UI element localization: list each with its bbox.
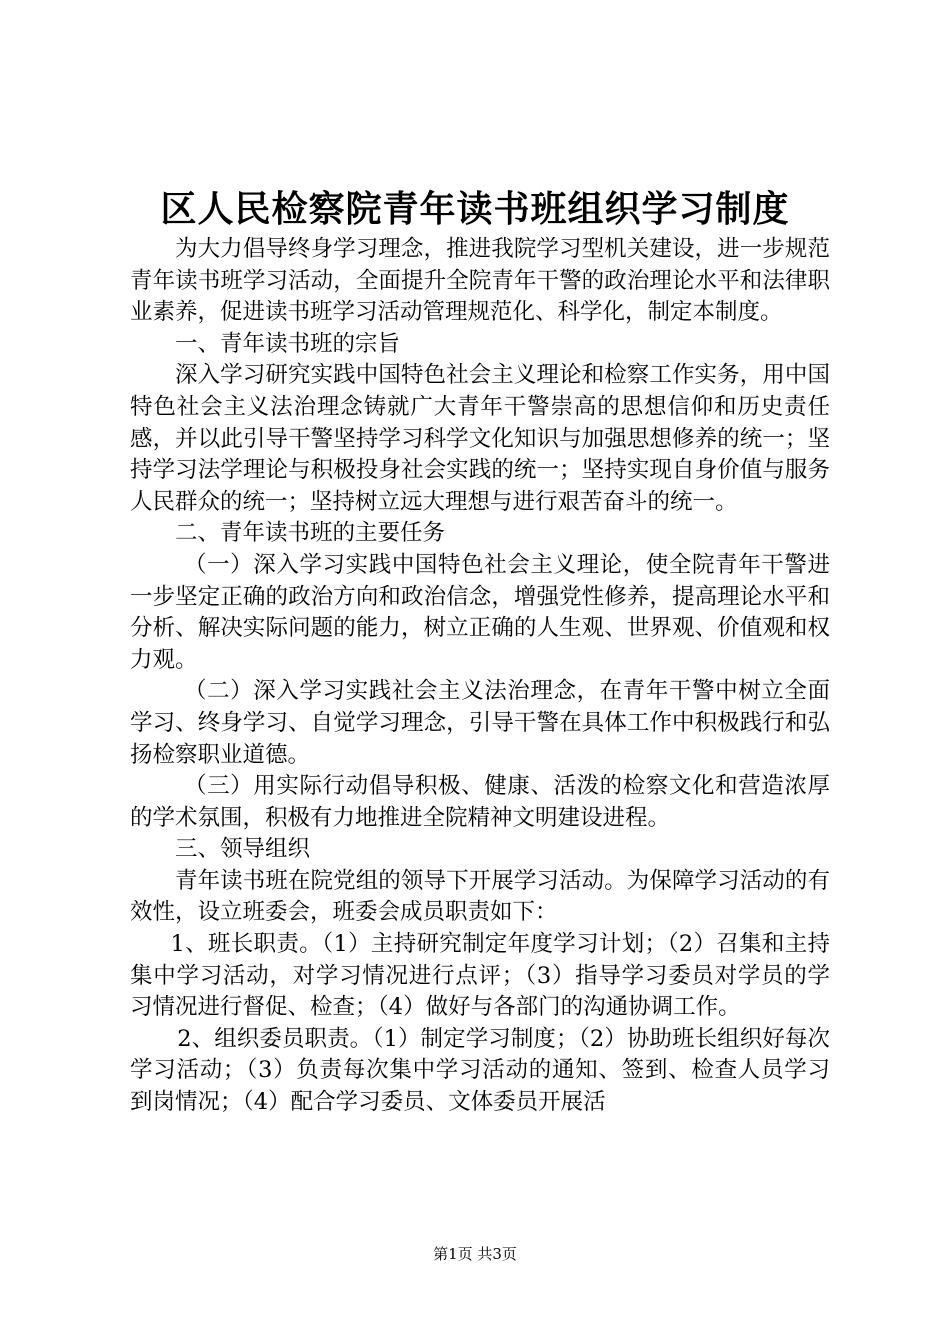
document-body — [130, 234, 830, 1119]
purpose-paragraph: 深入学习研究实践中国特色社会主义理论和检察工作实务，用中国特色社会主义法治理念铸就广大青年干警崇高的思想信仰和历史责任感，并以此引导干警坚持学习科学文化知识与加强思想修养的统一；坚持学习法学理论与积极投身社会实践的统一；坚持实现自身价值与服务人民群众的统一；坚持树立远大理想与进行艰苦奋斗的统一。 — [130, 362, 830, 515]
task-item-2: （二）深入学习实践社会主义法治理念，在青年干警中树立全面学习、终身学习、自觉学习理念，引导干警在具体工作中积极践行和弘扬检察职业道德。 — [130, 678, 830, 768]
section-heading-leadership: 三、领导组织 — [175, 836, 311, 863]
section-heading-purpose: 一、青年读书班的宗旨 — [175, 330, 401, 357]
document-title: 区人民检察院青年读书班组织学习制度 — [160, 188, 790, 230]
duty-item-organizer: 2、组织委员职责。（1）制定学习制度；（2）协助班长组织好每次学习活动；（3）负责每次集中学习活动的通知、签到、检查人员学习到岗情况；（4）配合学习委员、文体委员开展活 — [130, 1025, 830, 1116]
page-footer: 第1页 共3页 — [433, 1245, 517, 1263]
section-heading-tasks: 二、青年读书班的主要任务 — [175, 520, 446, 547]
task-item-3: （三）用实际行动倡导积极、健康、活泼的检察文化和营造浓厚的学术氛围，积极有力地推进全院精神文明建设进程。 — [130, 773, 830, 831]
intro-paragraph: 为大力倡导终身学习理念，推进我院学习型机关建设，进一步规范青年读书班学习活动，全面提升全院青年干警的政治理论水平和法律职业素养，促进读书班学习活动管理规范化、科学化，制定本制度。 — [130, 236, 830, 326]
leadership-paragraph: 青年读书班在院党组的领导下开展学习活动。为保障学习活动的有效性，设立班委会，班委会成员职责如下： — [130, 867, 830, 926]
task-item-1: （一）深入学习实践中国特色社会主义理论，使全院青年干警进一步坚定正确的政治方向和政治信念，增强党性修养，提高理论水平和分析、解决实际问题的能力，树立正确的人生观、世界观、价值观和权力观。 — [130, 551, 830, 673]
duty-item-monitor: 1、班长职责。（1）主持研究制定年度学习计划；（2）召集和主持集中学习活动，对学习情况进行点评；（3）指导学习委员对学员的学习情况进行督促、检查；（4）做好与各部门的沟通协调工作。 — [130, 931, 830, 1021]
